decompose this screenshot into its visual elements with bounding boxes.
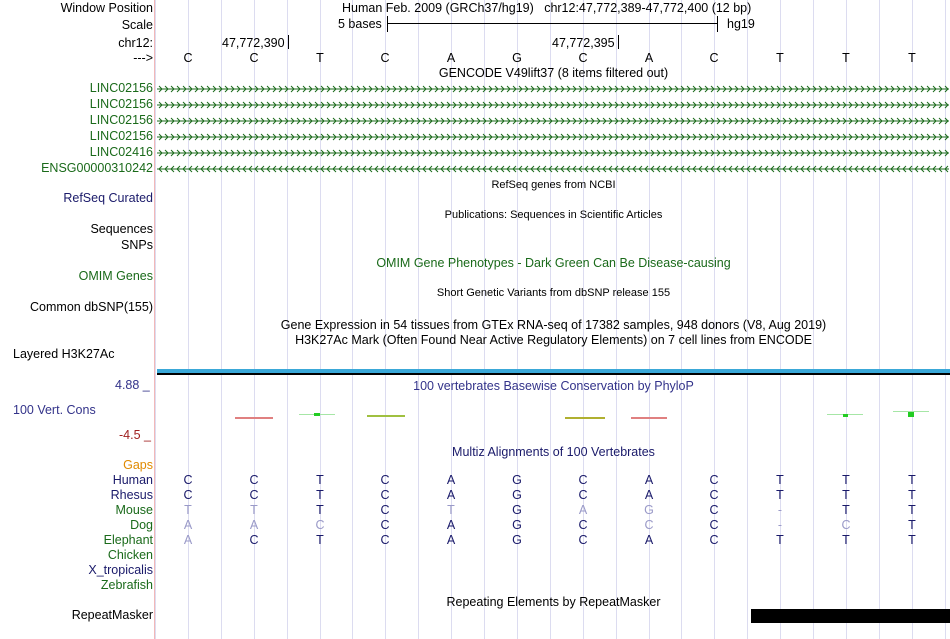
window-position-text: Human Feb. 2009 (GRCh37/hg19) chr12:47,772,389-47,772,400 (12 bp) bbox=[342, 1, 752, 15]
species-label[interactable]: X_tropicalis bbox=[88, 563, 153, 577]
ref-base: G bbox=[512, 51, 522, 65]
alignment-base: T bbox=[842, 533, 850, 547]
ref-base: C bbox=[709, 51, 719, 65]
phylop-signal bbox=[157, 405, 950, 425]
species-label[interactable]: Zebrafish bbox=[100, 578, 153, 592]
alignment-base: T bbox=[908, 488, 916, 502]
alignment-base: C bbox=[578, 533, 588, 547]
alignment-base: A bbox=[249, 518, 259, 532]
alignment-base: - bbox=[777, 503, 783, 517]
alignment-base: G bbox=[512, 518, 522, 532]
gene-model-line[interactable] bbox=[157, 131, 949, 141]
ref-base: C bbox=[249, 51, 259, 65]
ref-base: T bbox=[776, 51, 784, 65]
repeat-element-block[interactable] bbox=[751, 609, 950, 623]
alignment-base: C bbox=[578, 473, 588, 487]
alignment-base: C bbox=[380, 518, 390, 532]
alignment-base: T bbox=[842, 488, 850, 502]
alignment-base: A bbox=[644, 473, 654, 487]
ruler-tick-2 bbox=[618, 35, 619, 49]
strand-label: ---> bbox=[133, 51, 153, 65]
repeatmasker-label[interactable]: RepeatMasker bbox=[71, 608, 153, 622]
label-divider bbox=[154, 0, 155, 639]
gene-model-line[interactable] bbox=[157, 147, 949, 157]
alignment-base: A bbox=[446, 488, 456, 502]
ref-base: C bbox=[183, 51, 193, 65]
ruler-position-1: 47,772,390 bbox=[222, 36, 285, 50]
100-vert-cons-label[interactable]: 100 Vert. Cons bbox=[13, 403, 96, 417]
refseq-track-title[interactable]: RefSeq genes from NCBI bbox=[491, 179, 616, 191]
omim-genes-label[interactable]: OMIM Genes bbox=[78, 269, 153, 283]
alignment-base: C bbox=[315, 518, 325, 532]
alignment-base: C bbox=[709, 518, 719, 532]
alignment-base: T bbox=[776, 488, 784, 502]
gene-label[interactable]: ENSG00000310242 bbox=[41, 161, 153, 175]
layered-h3k27ac-label[interactable]: Layered H3K27Ac bbox=[13, 347, 115, 361]
alignment-base: T bbox=[447, 503, 455, 517]
phylop-track-title[interactable]: 100 vertebrates Basewise Conservation by PhyloP bbox=[413, 379, 694, 393]
alignment-base: T bbox=[184, 503, 192, 517]
snps-label[interactable]: SNPs bbox=[121, 238, 153, 252]
ruler-position-2: 47,772,395 bbox=[552, 36, 615, 50]
alignment-base: A bbox=[644, 533, 654, 547]
alignment-base: T bbox=[842, 503, 850, 517]
alignment-base: T bbox=[316, 533, 324, 547]
species-label[interactable]: Mouse bbox=[115, 503, 153, 517]
alignment-base: T bbox=[316, 473, 324, 487]
ref-base: C bbox=[578, 51, 588, 65]
alignment-base: C bbox=[644, 518, 654, 532]
cons-min-label: -4.5 _ bbox=[119, 428, 151, 442]
species-label[interactable]: Human bbox=[112, 473, 153, 487]
species-label[interactable]: Dog bbox=[130, 518, 153, 532]
alignment-base: G bbox=[512, 473, 522, 487]
alignment-base: G bbox=[512, 533, 522, 547]
alignment-base: C bbox=[709, 503, 719, 517]
alignment-base: C bbox=[578, 488, 588, 502]
alignment-base: A bbox=[446, 518, 456, 532]
gene-label[interactable]: LINC02156 bbox=[89, 129, 153, 143]
alignment-base: A bbox=[183, 533, 193, 547]
alignment-base: G bbox=[512, 488, 522, 502]
alignment-base: T bbox=[908, 503, 916, 517]
sequences-label[interactable]: Sequences bbox=[90, 222, 153, 236]
alignment-base: C bbox=[249, 473, 259, 487]
alignment-base: C bbox=[249, 488, 259, 502]
alignment-base: T bbox=[250, 503, 258, 517]
alignment-base: C bbox=[380, 473, 390, 487]
alignment-base: A bbox=[446, 473, 456, 487]
chrom-label: chr12: bbox=[118, 36, 153, 50]
gtex-track-title[interactable]: Gene Expression in 54 tissues from GTEx RNA-seq of 17382 samples, 948 donors (V8, Aug 2019) bbox=[280, 318, 827, 332]
ref-base: C bbox=[380, 51, 390, 65]
gene-label[interactable]: LINC02156 bbox=[89, 113, 153, 127]
ref-base: T bbox=[842, 51, 850, 65]
window-position-label: Window Position bbox=[60, 1, 153, 15]
ref-base: A bbox=[644, 51, 654, 65]
alignment-base: A bbox=[183, 518, 193, 532]
alignment-base: C bbox=[183, 488, 193, 502]
alignment-base: T bbox=[776, 473, 784, 487]
multiz-track-title[interactable]: Multiz Alignments of 100 Vertebrates bbox=[452, 445, 655, 459]
scale-bar bbox=[387, 16, 718, 32]
alignment-base: - bbox=[777, 518, 783, 532]
ruler-tick-1 bbox=[288, 35, 289, 49]
gaps-label: Gaps bbox=[123, 458, 153, 472]
species-label[interactable]: Rhesus bbox=[110, 488, 153, 502]
alignment-base: T bbox=[316, 488, 324, 502]
gencode-track-title[interactable]: GENCODE V49lift37 (8 items filtered out) bbox=[438, 66, 669, 80]
refseq-curated-label[interactable]: RefSeq Curated bbox=[63, 191, 153, 205]
ref-base: T bbox=[316, 51, 324, 65]
repeatmasker-track-title[interactable]: Repeating Elements by RepeatMasker bbox=[446, 595, 661, 609]
gene-model-line[interactable] bbox=[157, 83, 949, 93]
alignment-base: C bbox=[709, 488, 719, 502]
gene-label[interactable]: LINC02156 bbox=[89, 81, 153, 95]
omim-track-title[interactable]: OMIM Gene Phenotypes - Dark Green Can Be Disease-causing bbox=[376, 256, 731, 270]
alignment-base: T bbox=[316, 503, 324, 517]
alignment-base: T bbox=[842, 473, 850, 487]
alignment-base: C bbox=[380, 533, 390, 547]
alignment-base: T bbox=[908, 533, 916, 547]
assembly-label: hg19 bbox=[727, 17, 755, 31]
gene-model-line[interactable] bbox=[157, 99, 949, 109]
alignment-base: A bbox=[446, 533, 456, 547]
alignment-base: C bbox=[183, 473, 193, 487]
gene-model-line[interactable] bbox=[157, 163, 949, 173]
dbsnp-track-title[interactable]: Short Genetic Variants from dbSNP release 155 bbox=[436, 287, 671, 299]
common-dbsnp-label[interactable]: Common dbSNP(155) bbox=[30, 300, 153, 314]
alignment-base: T bbox=[908, 473, 916, 487]
alignment-base: C bbox=[380, 488, 390, 502]
publications-track-title[interactable]: Publications: Sequences in Scientific Articles bbox=[444, 209, 663, 221]
h3k27ac-track-title[interactable]: H3K27Ac Mark (Often Found Near Active Regulatory Elements) on 7 cell lines from ENCODE bbox=[295, 333, 812, 347]
species-label[interactable]: Chicken bbox=[107, 548, 153, 562]
ref-base: T bbox=[908, 51, 916, 65]
alignment-base: C bbox=[841, 518, 851, 532]
guide-line bbox=[155, 0, 156, 639]
cons-max-label: 4.88 _ bbox=[115, 378, 150, 392]
alignment-base: C bbox=[709, 473, 719, 487]
alignment-base: A bbox=[578, 503, 588, 517]
gene-label[interactable]: LINC02416 bbox=[89, 145, 153, 159]
scale-label: Scale bbox=[121, 18, 153, 32]
alignment-base: G bbox=[512, 503, 522, 517]
alignment-base: T bbox=[908, 518, 916, 532]
species-label[interactable]: Elephant bbox=[103, 533, 153, 547]
alignment-base: G bbox=[644, 503, 654, 517]
alignment-base: T bbox=[776, 533, 784, 547]
alignment-base: C bbox=[709, 533, 719, 547]
alignment-base: C bbox=[578, 518, 588, 532]
gene-label[interactable]: LINC02156 bbox=[89, 97, 153, 111]
alignment-base: C bbox=[249, 533, 259, 547]
gene-model-line[interactable] bbox=[157, 115, 949, 125]
alignment-base: C bbox=[380, 503, 390, 517]
track-divider bbox=[157, 373, 950, 375]
alignment-base: A bbox=[644, 488, 654, 502]
scale-text: 5 bases bbox=[338, 17, 382, 31]
ref-base: A bbox=[446, 51, 456, 65]
